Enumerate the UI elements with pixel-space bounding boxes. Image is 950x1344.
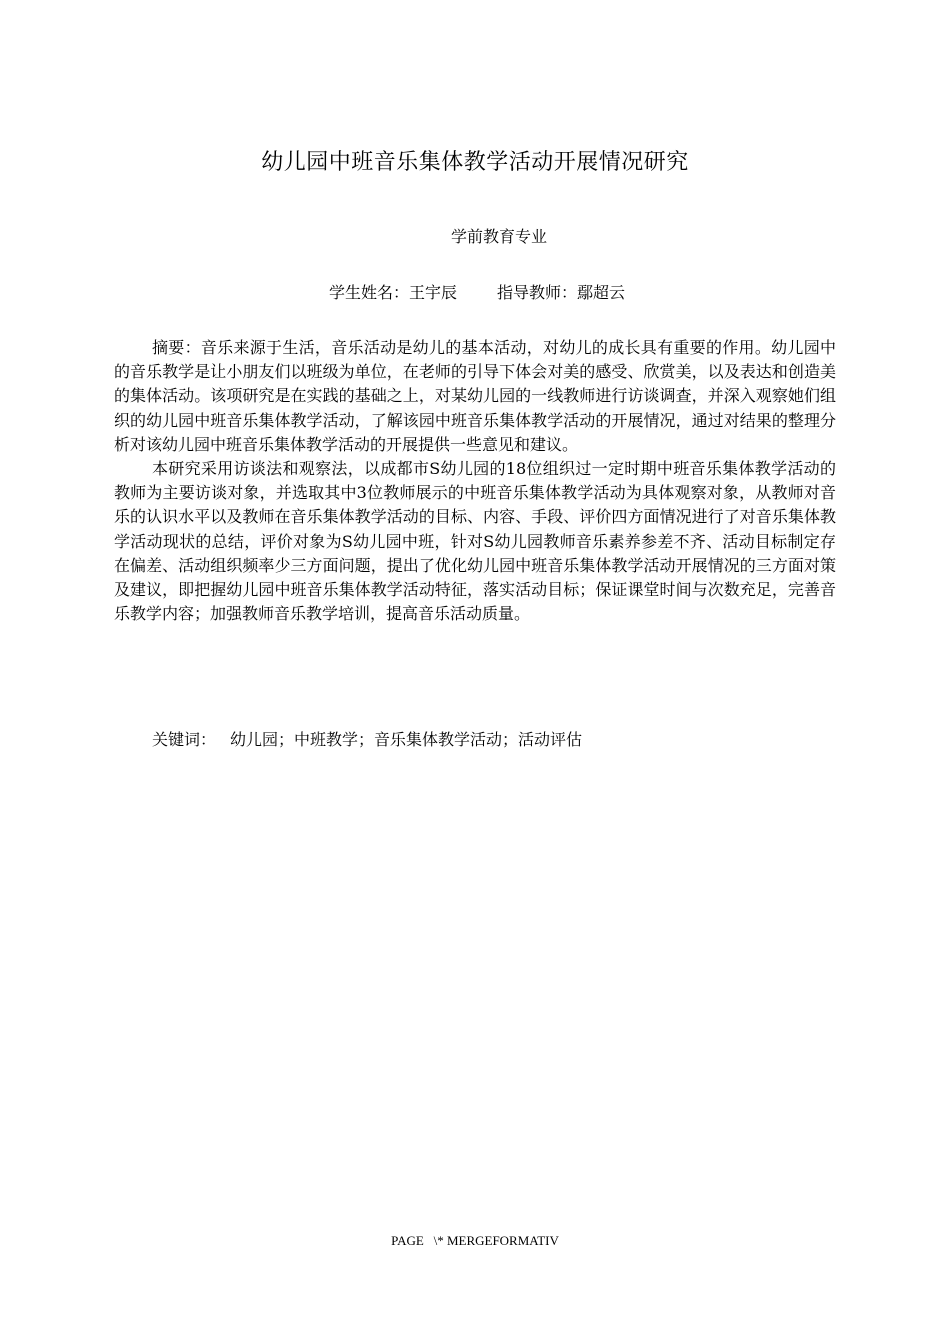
author-line [329,282,625,304]
abstract-section [114,336,836,626]
advisor-name: 鄢超云 [577,283,626,302]
keywords-line [152,728,582,752]
abstract-text-1: 音乐来源于生活，音乐活动是幼儿的基本活动，对幼儿的成长具有重要的作用。幼儿园中的音乐教学是让小朋友们以班级为单位，在老师的引导下体会对美的感受、欣赏美，以及表达和创造美的集体活动。该项研究是在实践的基础之上，对某幼儿园的一线教师进行访谈调查，并深入观察她们组织的幼儿园中班音乐集体教学活动，了解该园中班音乐集体教学活动的开展情况，通过对结果的整理分析对该幼儿园中班音乐集体教学活动的开展提供一些意见和建议。 [114,338,836,454]
abstract-paragraph-2: 本研究采用访谈法和观察法，以成都市S幼儿园的18位组织过一定时期中班音乐集体教学活动的教师为主要访谈对象，并选取其中3位教师展示的中班音乐集体教学活动为具体观察对象，从教师对音乐的认识水平以及教师在音乐集体教学活动的目标、内容、手段、评价四方面情况进行了对音乐集体教学活动现状的总结，评价对象为S幼儿园中班，针对S幼儿园教师音乐素养参差不齐、活动目标制定存在偏差、活动组织频率少三方面问题，提出了优化幼儿园中班音乐集体教学活动开展情况的三方面对策及建议，即把握幼儿园中班音乐集体教学活动特征，落实活动目标；保证课堂时间与次数充足，完善音乐教学内容；加强教师音乐教学培训，提高音乐活动质量。 [114,459,836,624]
keywords-text: 幼儿园；中班教学；音乐集体教学活动；活动评估 [230,730,583,749]
abstract-paragraph-1 [114,336,836,457]
major-line: 学前教育专业 [450,227,547,246]
student-name: 王宇辰 [409,283,458,302]
page-title: 幼儿园中班音乐集体教学活动开展情况研究 [261,150,689,175]
advisor-label: 指导教师： [497,283,578,302]
keywords-label: 关键词： [152,730,217,749]
abstract-label: 摘要： [152,338,201,357]
page-footer: PAGE \* MERGEFORMATIV [391,1233,559,1248]
student-label: 学生姓名： [329,283,410,302]
